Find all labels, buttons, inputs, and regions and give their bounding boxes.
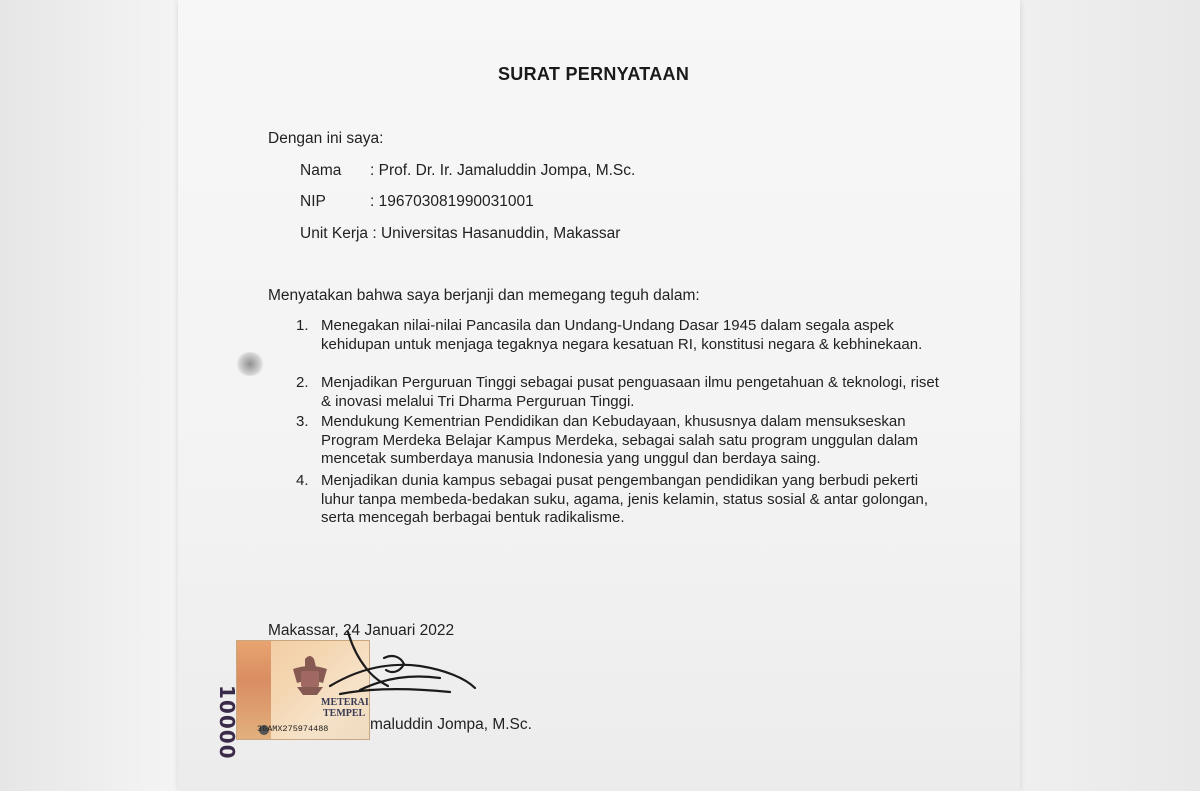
list-item-text: Menjadikan Perguruan Tinggi sebagai pusat penguasaan ilmu pengetahuan & teknologi, riset & inovasi melalui Tri Dharma Perguruan Tinggi. xyxy=(321,374,939,410)
unit-line: Unit Kerja : Universitas Hasanuddin, Makassar xyxy=(300,225,621,242)
item-number: 1. xyxy=(296,317,309,334)
stamp-word-tempel: TEMPEL xyxy=(323,708,366,719)
item-number: 2. xyxy=(296,374,309,391)
name-label: Nama xyxy=(300,162,342,179)
stamp-value: 10000 xyxy=(215,685,239,760)
item-number: 4. xyxy=(296,472,309,489)
name-value: : Prof. Dr. Ir. Jamaluddin Jompa, M.Sc. xyxy=(370,162,636,179)
item-number: 3. xyxy=(296,413,309,430)
stamp-word-meterai: METERAI xyxy=(321,697,369,708)
signer-name: maluddin Jompa, M.Sc. xyxy=(370,716,532,733)
list-item-text: Mendukung Kementrian Pendidikan dan Kebudayaan, khususnya dalam mensukseskan Program Merdeka Belajar Kampus Merdeka, sebagai salah satu program unggulan dalam mencetak sumberdaya manusia Indonesia yang unggul dan berdaya saing. xyxy=(321,413,918,467)
ink-smudge xyxy=(236,352,264,376)
place-date: Makassar, 24 Januari 2022 xyxy=(268,622,455,639)
list-item-text: Menjadikan dunia kampus sebagai pusat pengembangan pendidikan yang berbudi pekerti luhur tanpa membeda-bedakan suku, agama, jenis kelamin, status sosial & antar golongan, serta mencegah berbagai bentuk radikalisme. xyxy=(321,472,929,526)
stamp-serial: 36AMX275974488 xyxy=(257,724,329,734)
document-title: SURAT PERNYATAAN xyxy=(498,64,690,84)
list-item-text: Menegakan nilai-nilai Pancasila dan Undang-Undang Dasar 1945 dalam segala aspek kehidupan untuk menjaga tegaknya negara kesatuan RI, konstitusi negara & kebhinekaan. xyxy=(321,317,923,353)
handwritten-signature xyxy=(300,628,490,708)
nip-value: : 196703081990031001 xyxy=(370,193,534,210)
statement-text: Menyatakan bahwa saya berjanji dan memegang teguh dalam: xyxy=(268,287,700,304)
intro-text: Dengan ini saya: xyxy=(268,130,384,147)
nip-label: NIP xyxy=(300,193,326,210)
